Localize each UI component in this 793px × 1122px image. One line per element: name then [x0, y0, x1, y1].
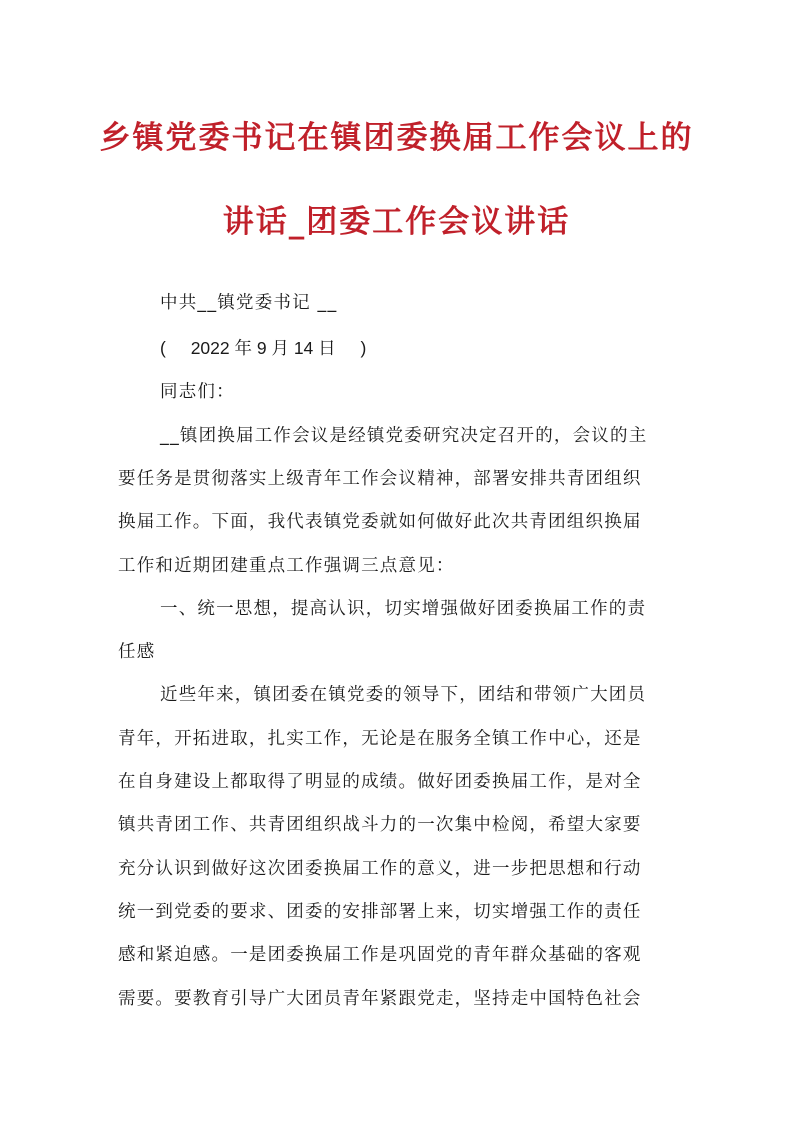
document-title-line-2: 讲话_团委工作会议讲话: [222, 204, 571, 240]
document-title-line-1: 乡镇党委书记在镇团委换届工作会议上的: [99, 120, 694, 156]
section-heading-line: 任感: [118, 642, 156, 662]
body-line: 镇共青团工作、共青团组织战斗力的一次集中检阅，希望大家要: [118, 815, 642, 835]
body-line: __镇团换届工作会议是经镇党委研究决定召开的，会议的主: [160, 426, 648, 446]
body-line: 在自身建设上都取得了明显的成绩。做好团委换届工作，是对全: [118, 772, 642, 792]
body-line: 需要。要教育引导广大团员青年紧跟党走，坚持走中国特色社会: [118, 989, 642, 1009]
body-line: 充分认识到做好这次团委换届工作的意义，进一步把思想和行动: [118, 859, 642, 879]
date-line: [160, 335, 366, 360]
section-heading-line: 一、统一思想，提高认识，切实增强做好团委换届工作的责: [160, 599, 647, 619]
date-text: 2022 年 9 月 14 日: [190, 338, 336, 358]
body-line: 近些年来，镇团委在镇党委的领导下，团结和带领广大团员: [160, 685, 647, 705]
body-line: 感和紧迫感。一是团委换届工作是巩固党的青年群众基础的客观: [118, 945, 642, 965]
author-line: 中共__镇党委书记 __: [160, 293, 338, 313]
body-line: 工作和近期团建重点工作强调三点意见：: [118, 556, 455, 576]
body-line: 青年，开拓进取，扎实工作，无论是在服务全镇工作中心，还是: [118, 729, 642, 749]
body-line: 换届工作。下面，我代表镇党委就如何做好此次共青团组织换届: [118, 512, 642, 532]
date-open-paren: (: [160, 338, 166, 358]
date-close-paren: ): [360, 338, 367, 358]
body-line: 统一到党委的要求、团委的安排部署上来，切实增强工作的责任: [118, 902, 642, 922]
body-line: 要任务是贯彻落实上级青年工作会议精神，部署安排共青团组织: [118, 469, 642, 489]
salutation: 同志们：: [160, 382, 235, 402]
